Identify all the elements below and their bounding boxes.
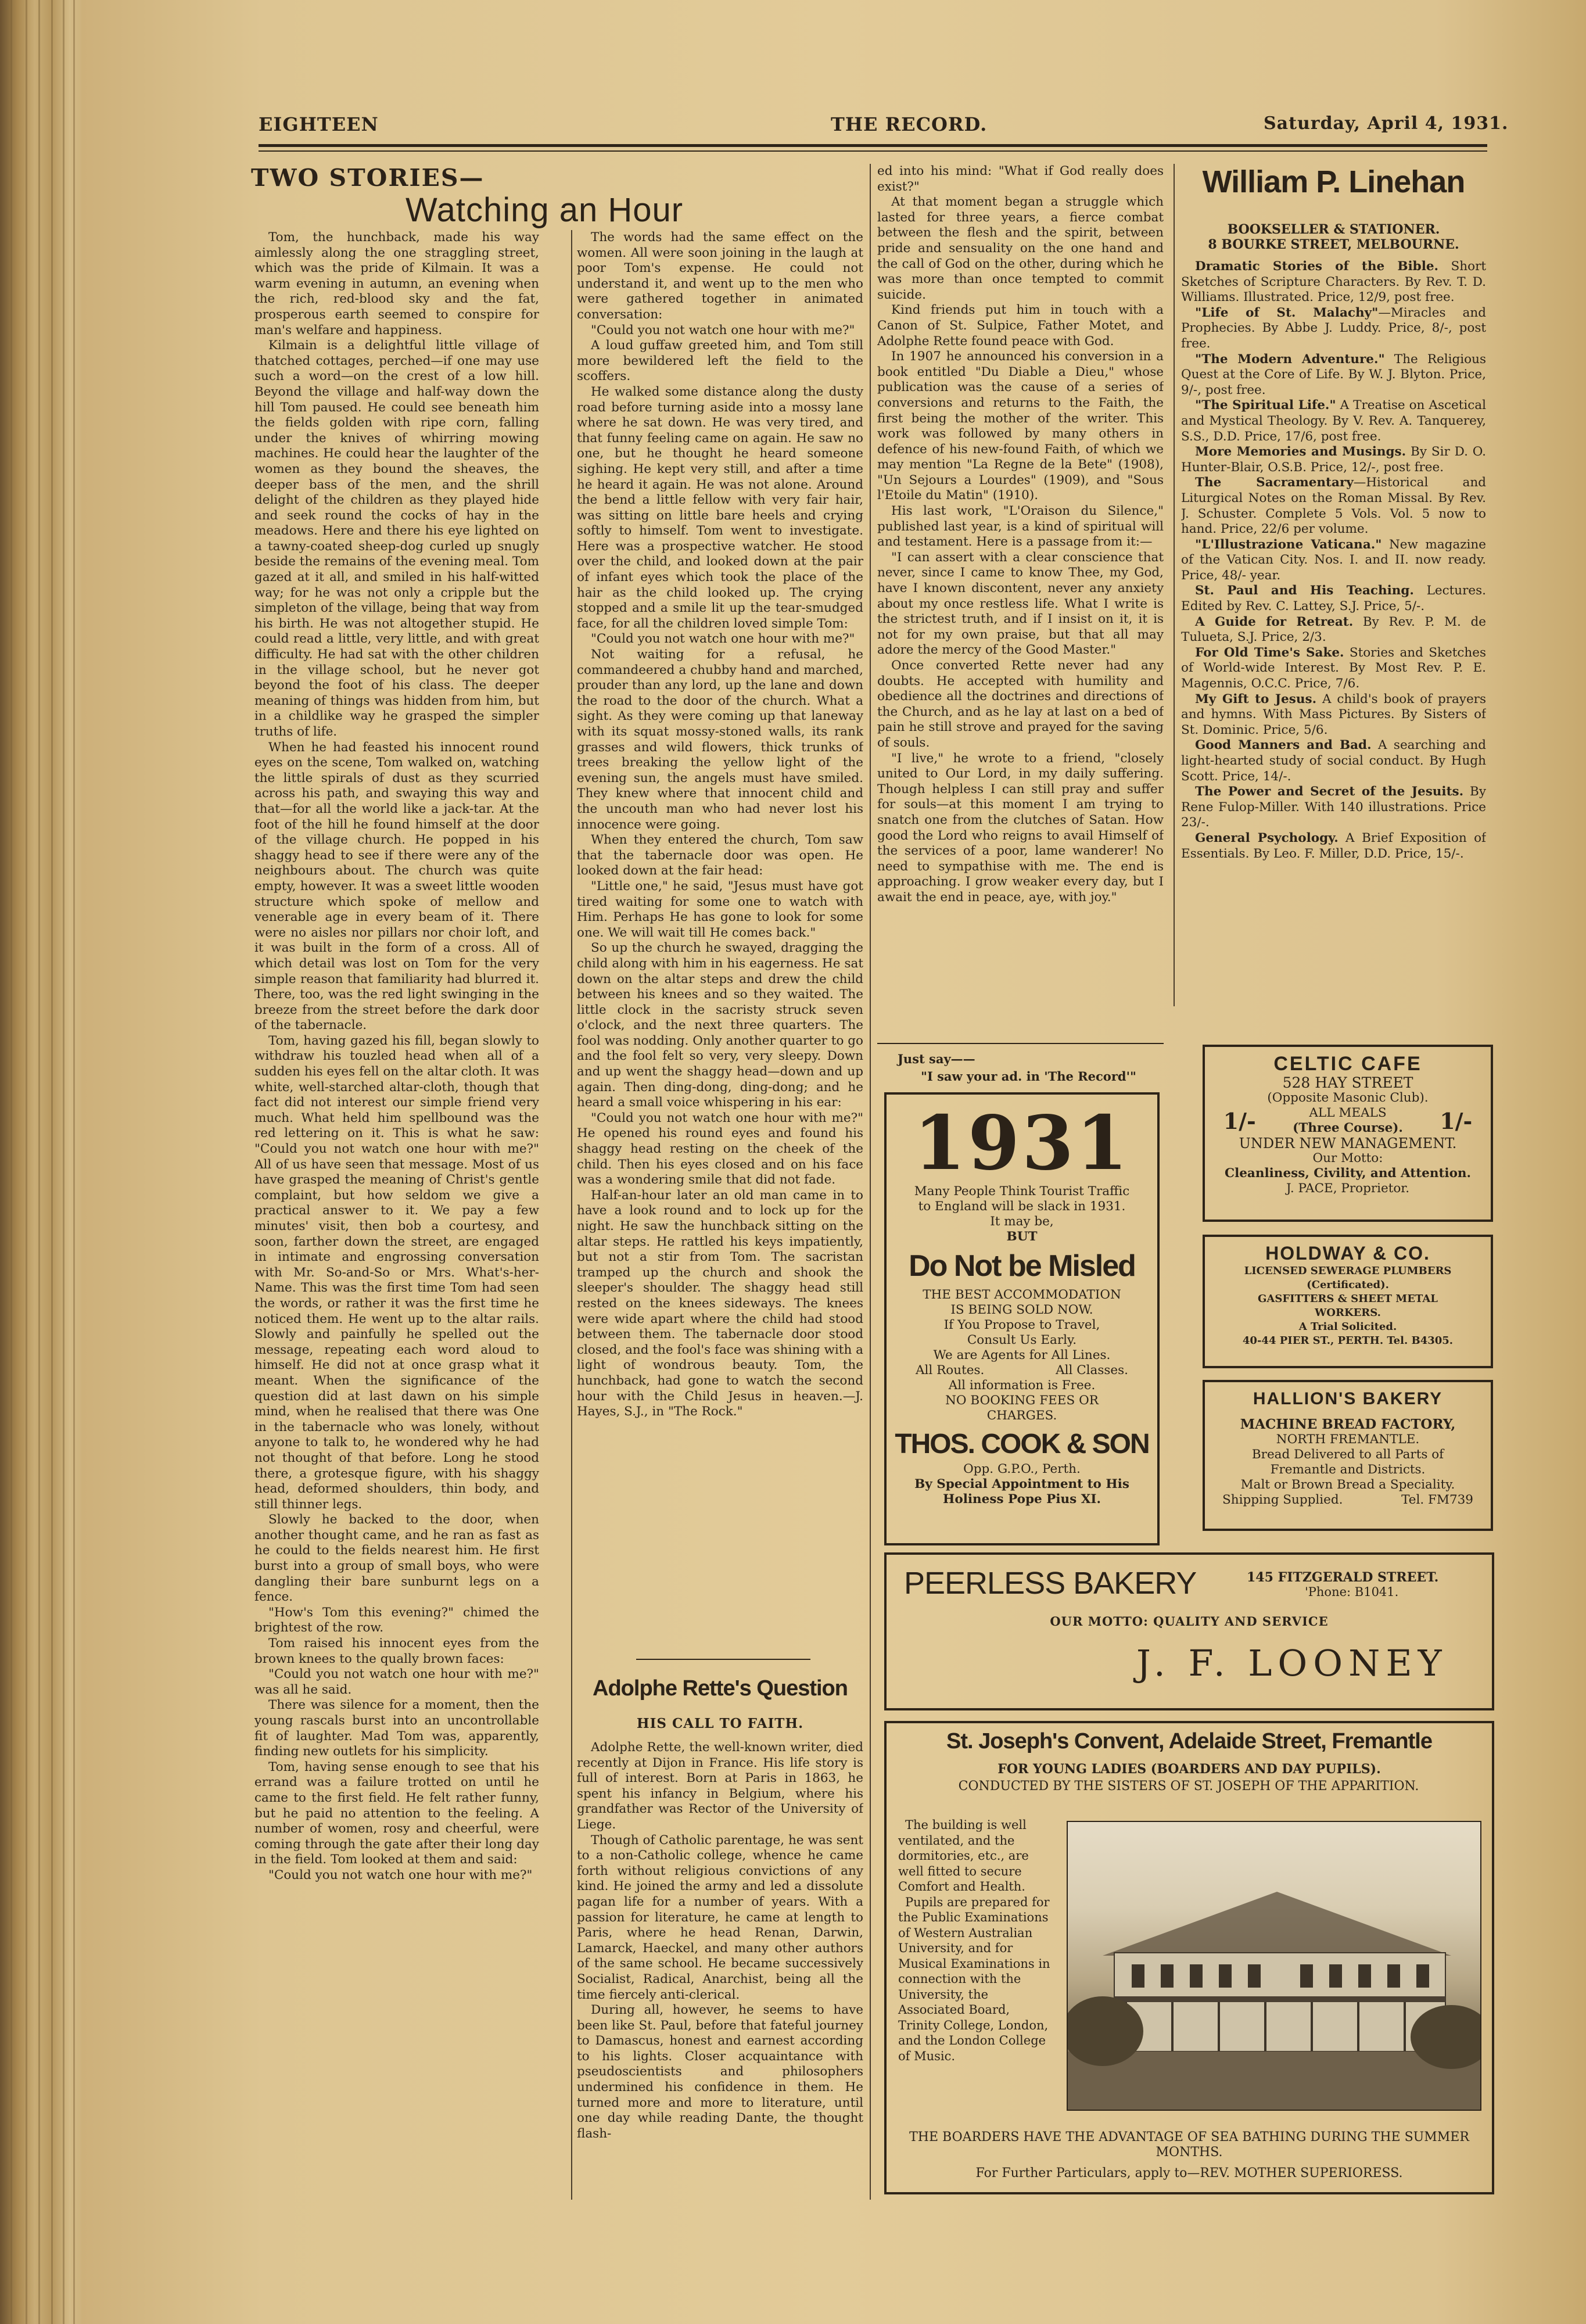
linehan-address: 8 BOURKE STREET, MELBOURNE. [1208,237,1459,252]
holdway-text: GASFITTERS & SHEET METAL [1258,1293,1438,1305]
rette-subtitle: HIS CALL TO FAITH. [636,1716,804,1731]
st-josephs-convent-advertisement [884,1721,1494,2194]
hallion-text: Fremantle and Districts. [1270,1462,1426,1477]
paragraph: "I live," he wrote to a friend, "closely united to Our Lord, in my daily suffering. Though helpless I can still pray and suffer for souls—at this moment I am trying to snatch one from the clutches of Satan. How good the Lord who reigns to avail Himself of the services of a poor, lame wanderer! No need to sympathise with me. The end is approaching. I grow weaker every day, but I await the end in peace, aye, with joy." [877,751,1164,905]
header-rule-thin [259,150,1487,152]
paper-name: THE RECORD. [831,113,988,135]
holdway-name: HOLDWAY & CO. [1265,1243,1430,1264]
thos-cook-advertisement [884,1092,1160,1545]
section-rule [877,1043,1164,1044]
peerless-motto: OUR MOTTO: QUALITY AND SERVICE [1050,1614,1329,1629]
peerless-name: PEERLESS BAKERY [904,1566,1197,1601]
hallion-phone: Tel. FM739 [1401,1493,1473,1507]
holdway-text: A Trial Solicited. [1298,1321,1397,1333]
linehan-name: William P. Linehan [1202,164,1465,199]
holdway-text: LICENSED SEWERAGE PLUMBERS [1244,1265,1452,1277]
story-title: Watching an Hour [406,191,684,229]
book-item: My Gift to Jesus. A child's book of prayers and hymns. With Mass Pictures. By Sisters of St. Dominic. Price, 5/6. [1181,691,1486,737]
cook-text: CHARGES. [986,1408,1057,1423]
newspaper-page [81,0,1586,2324]
celtic-management: UNDER NEW MANAGEMENT. [1239,1135,1457,1152]
paragraph: The building is well ventilated, and the dormitories, etc., are well fitted to secure Comfort and Health. [898,1818,1029,1893]
just-say-quote: "I saw your ad. in 'The Record'" [921,1069,1136,1084]
book-item: "Life of St. Malachy"—Miracles and Prophecies. By Abbe J. Luddy. Price, 8/-, post free. [1181,305,1486,351]
rette-title: Adolphe Rette's Question [593,1676,848,1701]
paragraph: "Little one," he said, "Jesus must have got tired waiting for some one to watch with Him. Perhaps He has gone to look for some one. We will wait till He comes back." [577,878,863,940]
book-item: A Guide for Retreat. By Rev. P. M. de Tulueta, S.J. Price, 2/3. [1181,614,1486,645]
story-column-2 [577,230,863,1654]
linehan-trade: BOOKSELLER & STATIONER. [1227,222,1440,237]
convent-subtitle: FOR YOUNG LADIES (BOARDERS AND DAY PUPILS). [997,1762,1381,1777]
convent-conducted-by: CONDUCTED BY THE SISTERS OF ST. JOSEPH OF THE APPARITION. [958,1779,1419,1794]
column-divider [870,164,871,2200]
book-item: More Memories and Musings. By Sir D. O. Hunter-Blair, O.S.B. Price, 12/-, post free. [1181,444,1486,475]
cook-appointment: By Special Appointment to His [914,1477,1129,1491]
rette-column-3 [877,164,1164,1035]
book-binding-edge [0,0,81,2324]
cook-text: BUT [1006,1229,1038,1244]
cook-text: We are Agents for All Lines. [933,1348,1111,1362]
book-item: Good Manners and Bad. A searching and light-hearted study of social conduct. By Hugh Scott. Price, 14/-. [1181,738,1486,784]
peerless-bakery-advertisement [884,1552,1494,1710]
column-divider [571,230,572,2200]
paragraph: The words had the same effect on the women. All were soon joining in the laugh at poor Tom's expense. He could not understand it, and went up to the men who were gathered together in animated conversation: [577,230,863,322]
hallion-text: Bread Delivered to all Parts of [1251,1447,1444,1462]
paragraph: So up the church he swayed, dragging the child along with him in his eagerness. He sat down on the altar steps and drew the child between his knees and so they waited. The little clock in the sacristy struck seven o'clock, and the next three quarters. The fool was nodding. Only another quarter to go and the fool felt so very, very sleepy. Down and up went the shaggy head—down and up again. Then ding-dong, ding-dong; and he heard a small voice whispering in his ear: [577,941,863,1110]
cook-appointment: Holiness Pope Pius XI. [943,1492,1101,1507]
cook-text: THE BEST ACCOMMODATION [923,1287,1121,1302]
celtic-street: 528 HAY STREET [1282,1074,1413,1091]
paragraph: Tom, having sense enough to see that his errand was a failure trotted on until he came to the first field. He felt rather funny, but he paid no attention to the feeling. A number of women, rosy and cheerful, were coming through the gate after their long day in the field. Tom looked at them and said: [254,1759,539,1867]
cook-text: NO BOOKING FEES OR [945,1393,1099,1408]
paragraph: Tom raised his innocent eyes from the brown knees to the qually brown faces: [254,1636,539,1666]
hallion-text: NORTH FREMANTLE. [1276,1432,1420,1447]
paragraph: "I can assert with a clear conscience that never, since I came to know Thee, my God, have I known discontent, never any anxiety about my once restless life. What I write is the strictest truth, and if I insist on it, it is not for my own praise, but that all may adore the mercy of the Good Master." [877,550,1164,658]
paragraph: Tom, the hunchback, made his way aimlessly along the one straggling street, which was the pride of Kilmain. It was a warm evening in autumn, an evening when the rich, red-blood sky and the fat, prosperous earth seemed to conspire for man's welfare and happiness. [254,230,539,338]
peerless-phone: 'Phone: B1041. [1305,1585,1399,1599]
peerless-proprietor: J. F. LOONEY [1136,1642,1448,1684]
paragraph: He walked some distance along the dusty road before turning aside into a mossy lane where he sat down. He was very tired, and that funny feeling came on again. He saw no one, but he thought he heard someone sighing. He kept very still, and after a time he heard it again. He was not alone. Around the bend a little fellow with very fair hair, was sitting on little bare heels and crying softly to himself. Tom went to investigate. Here was a prospective watcher. He stood over the child, and looked down at the pair of infant eyes which took the place of the hair as the child looked up. The crying stopped and a smile lit up the tear-smudged face, for all the children loved simple Tom: [577,384,863,631]
hallion-name: HALLION'S BAKERY [1253,1389,1443,1408]
celtic-course: (Three Course). [1293,1121,1403,1135]
holdway-text: (Certificated). [1307,1279,1389,1291]
book-item: For Old Time's Sake. Stories and Sketches of World-wide Interest. By Most Rev. P. E. Magennis, O.C.C. Price, 7/6. [1181,645,1486,691]
celtic-motto: Cleanliness, Civility, and Attention. [1224,1166,1472,1181]
cook-text: It may be, [990,1214,1054,1229]
cook-text: to England will be slack in 1931. [918,1199,1126,1214]
convent-contact: For Further Particulars, apply to—REV. MOTHER SUPERIORESS. [975,2166,1403,2180]
section-rule [636,1659,810,1660]
paragraph: In 1907 he announced his conversion in a book entitled "Du Diable a Dieu," whose publication was the cause of a series of conversions and returns to the Faith, the first being the mother of the writer. This work was followed by many others in defence of his new-found Faith, of which we may mention "La Regne de la Bete" (1908), "Un Sejours a Lourdes" (1909), and "Sous l'Etoile du Matin" (1910). [877,349,1164,503]
paragraph: When they entered the church, Tom saw that the tabernacle door was open. He looked down at the fair head: [577,833,863,878]
convent-building-icon [1068,1822,1480,2110]
celtic-proprietor: J. PACE, Proprietor. [1286,1181,1410,1196]
paragraph: "Could you not watch one hour with me?" He opened his round eyes and found his shaggy head resting on the cheek of the child. Then his eyes closed and on his face was a wondering smile that did not fade. [577,1110,863,1188]
book-item: "The Modern Adventure." The Religious Quest at the Core of Life. By W. J. Blyton. Price, 9/-, post free. [1181,352,1486,397]
cook-text: All information is Free. [948,1378,1096,1393]
paragraph: At that moment began a struggle which lasted for three years, a fierce combat between the flesh and the spirit, between pride and sensuality on the one hand and the call of God on the other, during which he was more than once tempted to commit suicide. [877,195,1164,302]
page-label: EIGHTEEN [259,113,379,135]
cook-headline: Do Not be Misled [909,1249,1135,1283]
book-item: "L'Illustrazione Vaticana." New magazine of the Vatican City. Nos. I. and II. now ready. Price, 48/- year. [1181,537,1486,583]
paragraph: His last work, "L'Oraison du Silence," published last year, is a kind of spiritual will and testament. Here is a passage from it:— [877,504,1164,550]
paragraph: Not waiting for a refusal, he commandeered a chubby hand and marched, prouder than any lord, up the lane and down the road to the door of the church. What a sight. As they were coming up that laneway with its squat mossy-stoned walls, its rank grasses and wild flowers, thick trunks of trees breaking the yellow light of the evening sun, the angels must have smiled. They knew where that innocent child and the uncouth man who had never lost his innocence were going. [577,647,863,832]
header-rule [259,144,1487,147]
cook-text: IS BEING SOLD NOW. [950,1303,1093,1317]
book-item: General Psychology. A Brief Exposition of Essentials. By Leo. F. Miller, D.D. Price, 15/-. [1181,830,1486,861]
rette-column-2 [577,1740,863,2199]
cook-text: All Routes. [916,1363,985,1378]
celtic-opposite: (Opposite Masonic Club). [1267,1091,1429,1105]
book-item: The Power and Secret of the Jesuits. By Rene Fulop-Miller. With 140 illustrations. Price 23/-. [1181,784,1486,830]
paragraph: Tom, having gazed his fill, began slowly to withdraw his touzled head when all of a sudden his eyes fell on the altar cloth. It was white, well-starched altar-cloth, though that fact did not interest our simple friend very much. What held him spellbound was the red lettering on it. This is what he saw: "Could you not watch one hour with me?" All of us have seen that message. Most of us have grasped the meaning of Christ's gentle complaint, but how seldom we give a practical answer to it. We pay a few minutes' visit, then bob a courtesy, and soon, farther down the street, are engaged in intimate and engrossing conversation with Mr. So-and-So or Mrs. What's-her-Name. This was the first time Tom had seen the words, or rather it was the first time he noticed them. He went up to the altar rails. Slowly and painfully he spelled out the message, repeating each word aloud to himself. He did not at once grasp what it meant. When the significance of the question did at last dawn on his simple mind, when he realised that there was One in the tabernacle who was lonely, without anyone to talk to, he wondered why he had not thought of that before. Long he stood there, a grotesque figure, with his shaggy head, deformed shoulders, thin body, and still thinner legs. [254,1033,539,1512]
convent-building-photo [1067,1821,1481,2111]
book-item: St. Paul and His Teaching. Lectures. Edited by Rev. C. Lattey, S.J. Price, 5/-. [1181,583,1486,614]
paragraph: Slowly he backed to the door, when another thought came, and he ran as fast as he could to the fields nearest him. He first burst into a group of small boys, who were dangling their bare sunburnt legs on a fence. [254,1512,539,1605]
hallions-bakery-advertisement [1203,1380,1493,1531]
paragraph: Half-an-hour later an old man came in to have a look round and to lock up for the night. He saw the hunchback sitting on the altar steps. He rattled his keys impatiently, but not a stir from Tom. The sacristan tramped up the church and shook the sleeper's shoulder. The shaggy head still rested on the knees sideways. The knees were wide apart where the child had stood between them. The tabernacle door stood closed, and the fool's face was shining with a light of wondrous beauty. Tom, the hunchback, had gone to watch the second hour with the Child Jesus in heaven.—J. Hayes, S.J., in "The Rock." [577,1188,863,1419]
paragraph: "Could you not watch one hour with me?" [268,1867,533,1882]
celtic-cafe-advertisement [1203,1045,1493,1222]
hallion-text: Malt or Brown Bread a Speciality. [1240,1477,1455,1492]
convent-sea-bathing: THE BOARDERS HAVE THE ADVANTAGE OF SEA BATHING DURING THE SUMMER MONTHS. [909,2130,1469,2160]
hallion-text: Shipping Supplied. [1222,1493,1343,1507]
book-item: "The Spiritual Life." A Treatise on Ascetical and Mystical Theology. By V. Rev. A. Tanquerey, S.S., D.D. Price, 17/6, post free. [1181,398,1486,444]
paragraph: "Could you not watch one hour with me?" was all he said. [254,1667,539,1697]
column-divider [1174,164,1175,1006]
paragraph: A loud guffaw greeted him, and Tom still more bewildered left the field to the scoffers. [577,338,863,384]
celtic-name: CELTIC CAFE [1273,1053,1422,1075]
celtic-meals: ALL MEALS [1309,1106,1387,1120]
cook-text: Consult Us Early. [967,1333,1077,1347]
paragraph: "Could you not watch one hour with me?" [591,322,855,338]
story-column-1 [254,230,539,2200]
paragraph: ed into his mind: "What if God really does exist?" [877,164,1164,194]
cook-year: 1931 [913,1100,1131,1187]
book-item: Dramatic Stories of the Bible. Short Sketches of Scripture Characters. By Rev. T. D. Williams. Illustrated. Price, 12/9, post free. [1181,259,1486,305]
hallion-text: MACHINE BREAD FACTORY, [1240,1416,1456,1432]
celtic-motto-label: Our Motto: [1312,1151,1383,1165]
paragraph: During all, however, he seems to have been like St. Paul, before that fateful journey to Damascus, honest and earnest according to his lights. Closer acquaintance with pseudoscientists and philosophers undermined his confidence in them. He turned more and more to literature, until one day while reading Dante, the thought flash- [577,2003,863,2141]
convent-description [898,1817,1055,2064]
paragraph: Kilmain is a delightful little village of thatched cottages, perched—if one may use such a word—on the crest of a low hill. Beyond the village and half-way down the hill Tom paused. He could see beneath him the fields golden with ripe corn, falling under the knives of whirring mowing machines. He could hear the laughter of the women as they bound the sheaves, the deeper bass of the men, and the shrill delight of the children as they played hide and seek round the cocks of hay in the meadows. Here and there his eye lighted on a tawny-coated sheep-dog curled up snugly beside the remains of the evening meal. Tom gazed at it all, and smiled in his half-witted way; for he was not only a cripple but the simpleton of the village, being that way from his birth. He was not altogether stupid. He could read a little, very little, and with great difficulty. He had sat with the other children in the village school, but he never got beyond the foot of his class. The deeper meaning of things was hidden from him, but in a childlike way he grasped the simpler truths of life. [254,338,539,739]
celtic-price: 1/- [1223,1107,1256,1134]
paragraph: Kind friends put him in touch with a Canon of St. Sulpice, Father Motet, and Adolphe Rette found peace with God. [877,303,1164,349]
paragraph: Though of Catholic parentage, he was sent to a non-Catholic college, whence he came forth without religious convictions of any kind. He joined the army and led a dissolute pagan life for a number of years. With a passion for literature, he came at length to Paris, where he head Renan, Darwin, Lamarck, Haeckel, and many other authors of the same school. He became successively Socialist, Radical, Anarchist, being all the time fiercely anti-clerical. [577,1832,863,2002]
peerless-address: 145 FITZGERALD STREET. [1247,1570,1439,1585]
issue-date: Saturday, April 4, 1931. [1264,113,1509,134]
celtic-price: 1/- [1440,1107,1473,1134]
paragraph: "Could you not watch one hour with me?" [591,632,855,647]
cook-address: Opp. G.P.O., Perth. [963,1462,1081,1476]
cook-text: All Classes. [1056,1363,1128,1378]
paragraph: When he had feasted his innocent round eyes on the scene, Tom walked on, watching the little spirals of dust as they scurried across his path, and swaying this way and that—for all the world like a jack-tar. At the foot of the hill he found himself at the door of the village church. He popped in his shaggy head to see if there were any of the neighbours about. The church was quite empty, however. It was a sweet little wooden structure which spoke of mellow and venerable age in every beam of it. There were no aisles nor pillars nor choir loft, and it was built in the form of a cross. All of which detail was lost on Tom for the very simple reason that familiarity had blurred it. There, too, was the red light swinging in the breeze from the street before the dark door of the tabernacle. [254,740,539,1033]
paragraph: Adolphe Rette, the well-known writer, died recently at Dijon in France. His life story is full of interest. Born at Paris in 1863, he spent his infancy in Belgium, where his grandfather was Rector of the University of Liege. [577,1740,863,1832]
story-kicker: TWO STORIES— [251,164,485,192]
paragraph: Pupils are prepared for the Public Examinations of Western Australian University, and for Musical Examinations in connection with the University, the Associated Board, Trinity College, London, and the London College of Music. [898,1895,1050,2063]
book-item: The Sacramentary—Historical and Liturgical Notes on the Roman Missal. By Rev. J. Schuster. Complete 5 Vols. Vol. 5 now to hand. Price, 22/6 per volume. [1181,475,1486,537]
cook-company-name: THOS. COOK & SON [895,1429,1149,1459]
just-say-line: Just say—— [898,1052,975,1066]
holdway-address: 40-44 PIER ST., PERTH. Tel. B4305. [1242,1335,1454,1347]
linehan-book-list [1181,259,1486,1038]
convent-title: St. Joseph's Convent, Adelaide Street, Fremantle [946,1729,1432,1753]
paragraph: There was silence for a moment, then the young rascals burst into an uncontrollable fit of laughter. Mad Tom was, apparently, finding new outlets for his simplicity. [254,1698,539,1759]
paragraph: Once converted Rette never had any doubts. He accepted with humility and obedience all the doctrines and directions of the Church, and as he lay at last on a bed of pain he still strove and prayed for the saving of souls. [877,658,1164,750]
cook-text: If You Propose to Travel, [943,1318,1100,1332]
holdway-text: WORKERS. [1315,1307,1381,1319]
holdway-advertisement [1203,1235,1493,1368]
cook-text: Many People Think Tourist Traffic [914,1184,1130,1199]
paragraph: "How's Tom this evening?" chimed the brightest of the row. [254,1605,539,1636]
